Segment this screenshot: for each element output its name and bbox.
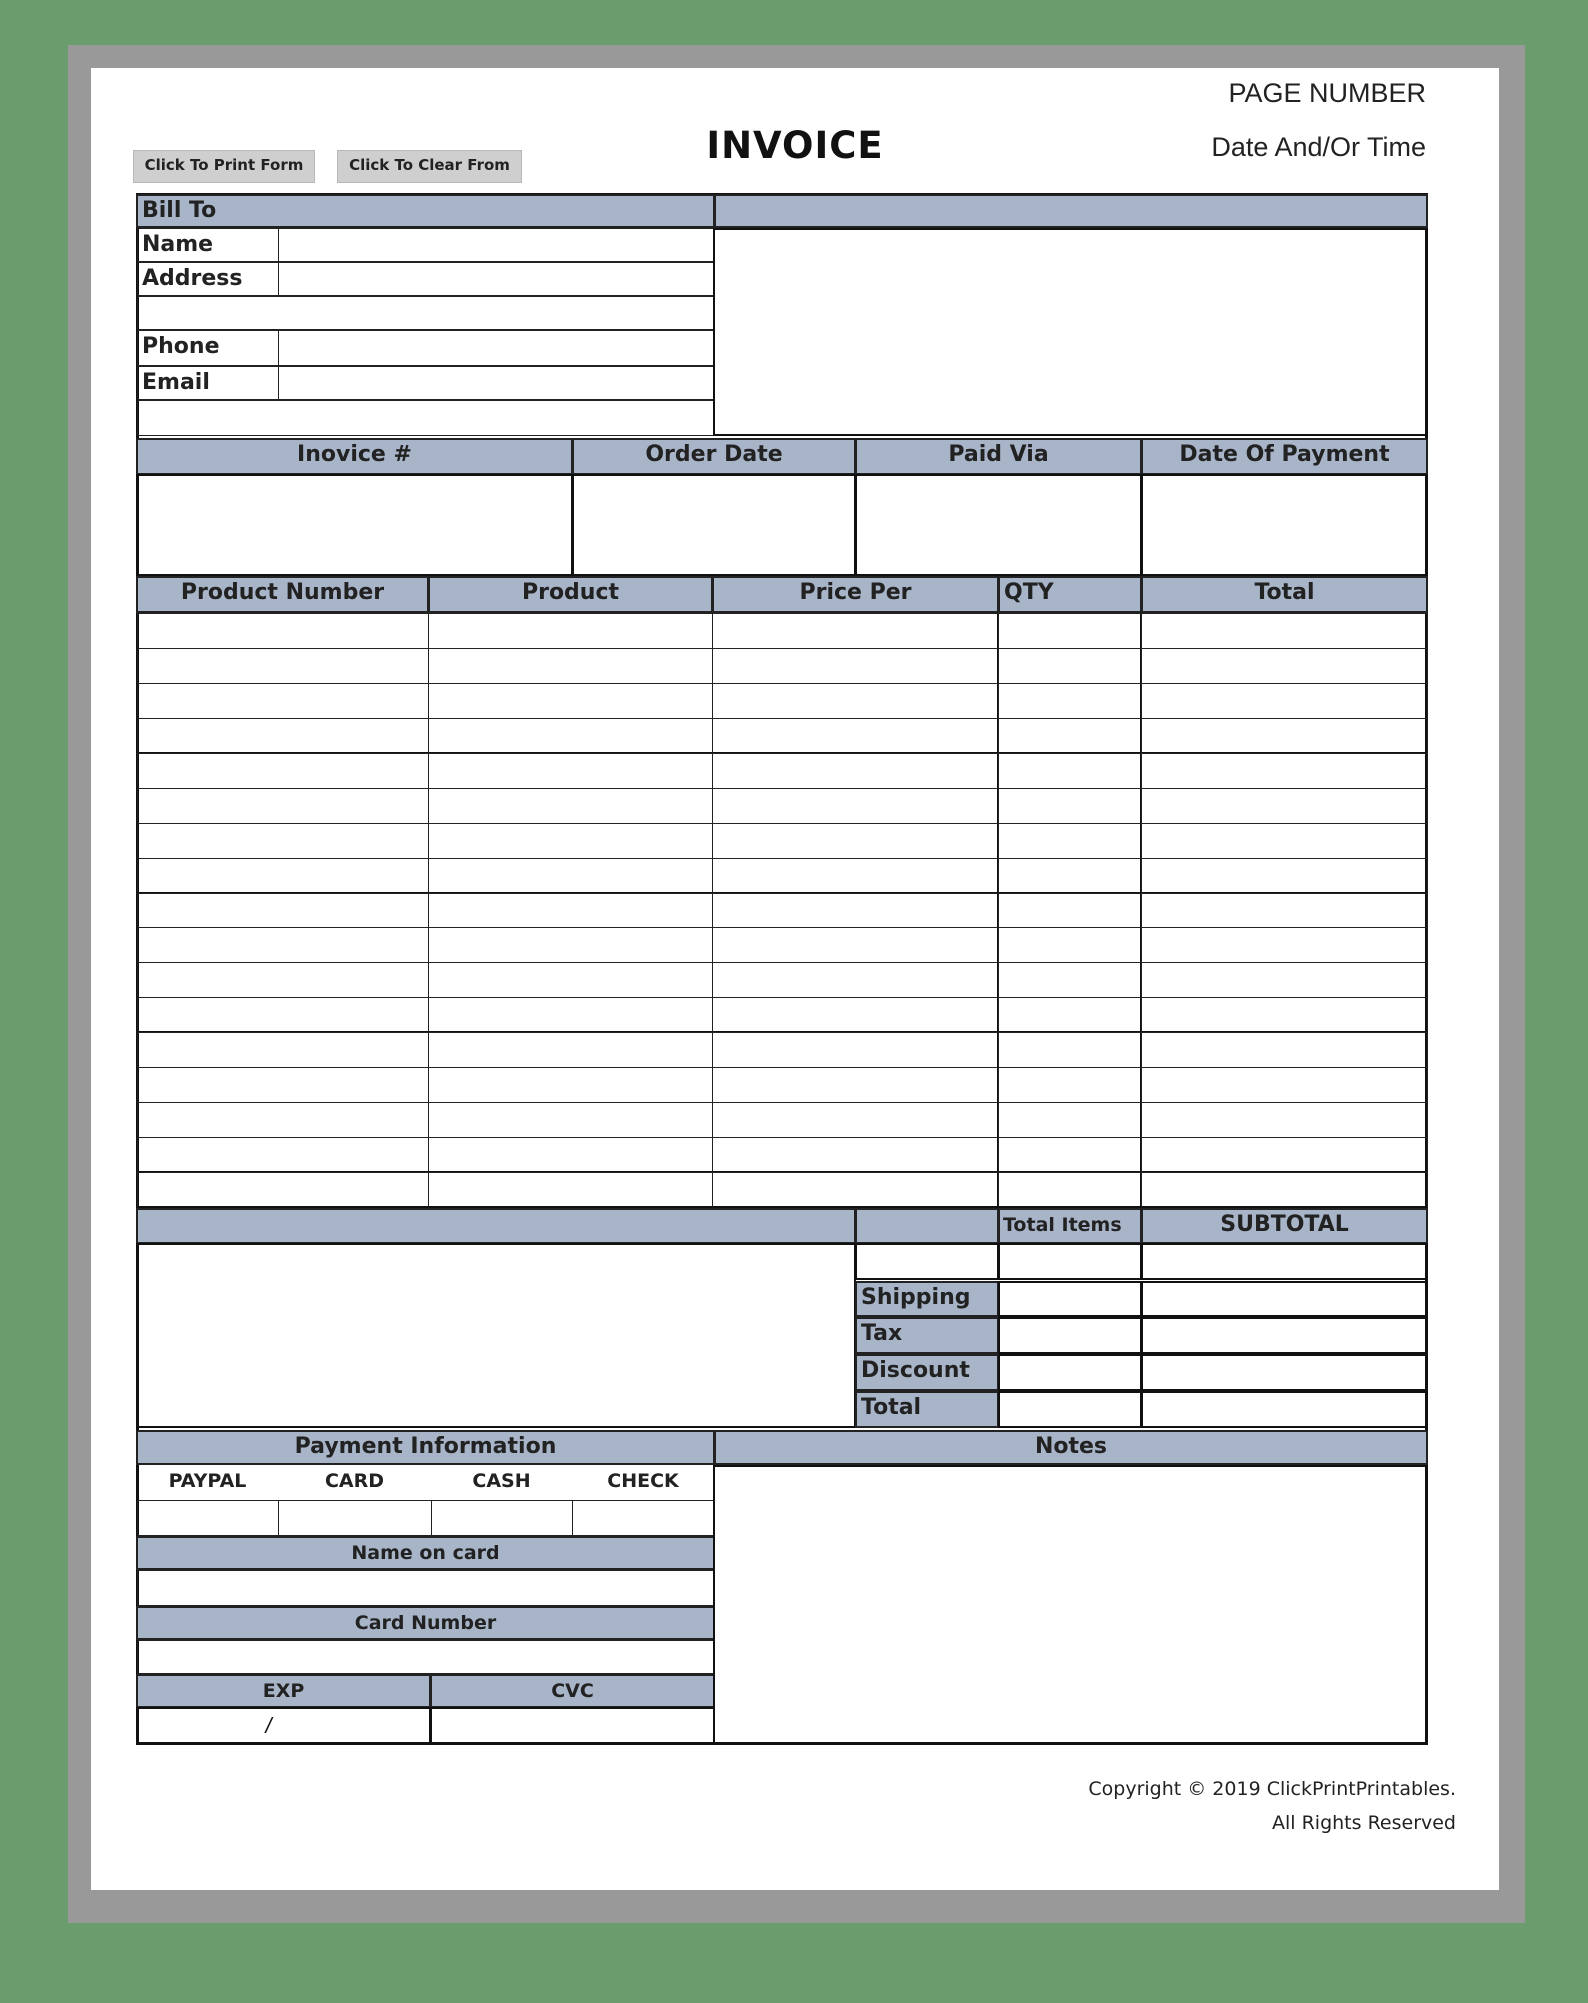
item-cell-total[interactable] [1141, 858, 1428, 894]
item-cell-price-per[interactable] [712, 683, 999, 719]
item-cell-price-per[interactable] [712, 1172, 999, 1208]
item-cell-total[interactable] [1141, 927, 1428, 963]
clear-form-button[interactable]: Click To Clear From [337, 150, 522, 183]
item-cell-product-number[interactable] [137, 753, 429, 789]
item-cell-product[interactable] [428, 1102, 713, 1138]
item-cell-total[interactable] [1141, 788, 1428, 824]
exp-separator: / [265, 1713, 272, 1738]
grand-total-input[interactable] [1141, 1391, 1428, 1428]
item-cell-qty[interactable] [998, 1032, 1142, 1068]
shipping-input[interactable] [998, 1281, 1142, 1317]
exp-input[interactable] [136, 1707, 431, 1745]
item-cell-product[interactable] [428, 613, 713, 649]
cvc-header: CVC [430, 1674, 715, 1708]
discount-total-input[interactable] [1141, 1354, 1428, 1391]
payment-method-check: CHECK [607, 1470, 679, 1492]
shipping-label: Shipping [855, 1281, 999, 1317]
paid-via-header: Paid Via [855, 438, 1142, 475]
item-cell-total[interactable] [1141, 1172, 1428, 1208]
item-cell-qty[interactable] [998, 718, 1142, 754]
item-cell-total[interactable] [1141, 893, 1428, 929]
item-cell-product[interactable] [428, 788, 713, 824]
notes-header: Notes [714, 1430, 1428, 1465]
col-product: Product [428, 576, 713, 613]
name-label: Name [137, 228, 279, 262]
email-input[interactable] [278, 366, 714, 400]
item-cell-price-per[interactable] [712, 613, 999, 649]
item-cell-qty[interactable] [998, 648, 1142, 684]
totals-blank-cell [855, 1243, 999, 1280]
payment-method-cash: CASH [472, 1470, 531, 1492]
item-cell-qty[interactable] [998, 1067, 1142, 1103]
item-cell-price-per[interactable] [712, 997, 999, 1033]
item-cell-product[interactable] [428, 1172, 713, 1208]
payment-info-header: Payment Information [136, 1430, 715, 1465]
date-of-payment-header: Date Of Payment [1141, 438, 1428, 475]
tax-total-input[interactable] [1141, 1317, 1428, 1354]
item-cell-product-number[interactable] [137, 1032, 429, 1068]
invoice-number-header: Inovice # [136, 438, 573, 475]
card-checkbox[interactable] [278, 1500, 432, 1536]
item-cell-total[interactable] [1141, 1102, 1428, 1138]
date-of-payment-input[interactable] [1141, 474, 1428, 576]
item-cell-product[interactable] [428, 648, 713, 684]
item-cell-product-number[interactable] [137, 823, 429, 859]
card-number-input[interactable] [137, 1640, 714, 1674]
item-cell-product[interactable] [428, 858, 713, 894]
card-number-header: Card Number [136, 1606, 715, 1640]
paypal-checkbox[interactable] [137, 1500, 279, 1536]
col-qty: QTY [998, 576, 1142, 613]
item-cell-product[interactable] [428, 753, 713, 789]
tax-label: Tax [855, 1317, 999, 1354]
address-input[interactable] [278, 262, 714, 296]
item-cell-total[interactable] [1141, 1137, 1428, 1173]
discount-input[interactable] [998, 1354, 1142, 1391]
item-cell-qty[interactable] [998, 1172, 1142, 1208]
item-cell-product-number[interactable] [137, 997, 429, 1033]
item-cell-total[interactable] [1141, 683, 1428, 719]
item-cell-total[interactable] [1141, 997, 1428, 1033]
col-total: Total [1141, 576, 1428, 613]
item-cell-qty[interactable] [998, 858, 1142, 894]
invoice-title: INVOICE [706, 124, 884, 167]
item-cell-price-per[interactable] [712, 962, 999, 998]
item-cell-qty[interactable] [998, 823, 1142, 859]
date-time-field[interactable]: Date And/Or Time [1211, 132, 1426, 162]
item-cell-product[interactable] [428, 1137, 713, 1173]
item-cell-qty[interactable] [998, 613, 1142, 649]
exp-header: EXP [136, 1674, 431, 1708]
item-cell-price-per[interactable] [712, 1032, 999, 1068]
item-cell-price-per[interactable] [712, 788, 999, 824]
item-cell-product[interactable] [428, 823, 713, 859]
email-label: Email [137, 366, 279, 400]
subtotal-header: SUBTOTAL [1141, 1208, 1428, 1244]
item-cell-total[interactable] [1141, 1067, 1428, 1103]
company-info-box[interactable] [713, 228, 1428, 436]
item-cell-total[interactable] [1141, 823, 1428, 859]
item-cell-product-number[interactable] [137, 962, 429, 998]
item-cell-price-per[interactable] [712, 893, 999, 929]
comments-box[interactable] [136, 1243, 856, 1428]
phone-input[interactable] [278, 330, 714, 366]
payment-method-card: CARD [324, 1470, 385, 1492]
item-cell-price-per[interactable] [712, 753, 999, 789]
item-cell-product-number[interactable] [137, 1137, 429, 1173]
item-cell-product[interactable] [428, 683, 713, 719]
item-cell-qty[interactable] [998, 962, 1142, 998]
cvc-input[interactable] [430, 1707, 715, 1745]
total-items-header: Total Items [998, 1208, 1142, 1244]
item-cell-total[interactable] [1141, 613, 1428, 649]
item-cell-product-number[interactable] [137, 613, 429, 649]
item-cell-product-number[interactable] [137, 788, 429, 824]
item-cell-total[interactable] [1141, 648, 1428, 684]
item-cell-product[interactable] [428, 718, 713, 754]
item-cell-product-number[interactable] [137, 718, 429, 754]
item-cell-total[interactable] [1141, 962, 1428, 998]
item-cell-total[interactable] [1141, 1032, 1428, 1068]
item-cell-product-number[interactable] [137, 858, 429, 894]
bill-to-extra-input[interactable] [137, 400, 714, 436]
item-cell-product[interactable] [428, 962, 713, 998]
bill-to-header: Bill To [136, 194, 715, 228]
address-label: Address [137, 262, 279, 296]
name-on-card-header: Name on card [136, 1536, 715, 1570]
shipping-total-input[interactable] [1141, 1281, 1428, 1317]
col-product-number: Product Number [136, 576, 429, 613]
totals-blank-header [855, 1208, 999, 1244]
item-cell-qty[interactable] [998, 683, 1142, 719]
discount-label: Discount [855, 1354, 999, 1391]
name-on-card-input[interactable] [137, 1570, 714, 1606]
order-date-header: Order Date [572, 438, 856, 475]
item-cell-product-number[interactable] [137, 1172, 429, 1208]
name-input[interactable] [278, 228, 714, 262]
item-cell-price-per[interactable] [712, 1137, 999, 1173]
page-number-field[interactable]: PAGE NUMBER [1228, 78, 1426, 108]
total-input[interactable] [998, 1391, 1142, 1428]
rights-line: All Rights Reserved [1272, 1812, 1456, 1834]
item-cell-qty[interactable] [998, 927, 1142, 963]
item-cell-price-per[interactable] [712, 858, 999, 894]
item-cell-product[interactable] [428, 893, 713, 929]
print-form-button[interactable]: Click To Print Form [133, 150, 315, 183]
item-cell-product[interactable] [428, 1067, 713, 1103]
item-cell-qty[interactable] [998, 788, 1142, 824]
comments-header [136, 1208, 856, 1244]
item-cell-price-per[interactable] [712, 648, 999, 684]
total-items-input[interactable] [998, 1243, 1142, 1280]
item-cell-qty[interactable] [998, 1137, 1142, 1173]
item-cell-product-number[interactable] [137, 683, 429, 719]
cash-checkbox[interactable] [431, 1500, 573, 1536]
subtotal-input[interactable] [1141, 1243, 1428, 1280]
payment-method-paypal: PAYPAL [168, 1470, 247, 1492]
item-cell-total[interactable] [1141, 718, 1428, 754]
item-cell-total[interactable] [1141, 753, 1428, 789]
item-cell-qty[interactable] [998, 753, 1142, 789]
item-cell-product-number[interactable] [137, 927, 429, 963]
total-label: Total [855, 1391, 999, 1428]
col-price-per: Price Per [712, 576, 999, 613]
item-cell-price-per[interactable] [712, 718, 999, 754]
item-cell-qty[interactable] [998, 997, 1142, 1033]
invoice-number-input[interactable] [136, 474, 573, 576]
check-checkbox[interactable] [572, 1500, 714, 1536]
item-cell-price-per[interactable] [712, 1102, 999, 1138]
tax-input[interactable] [998, 1317, 1142, 1354]
item-cell-product-number[interactable] [137, 1102, 429, 1138]
company-header [714, 194, 1428, 228]
order-date-input[interactable] [572, 474, 856, 576]
paid-via-input[interactable] [855, 474, 1142, 576]
item-cell-qty[interactable] [998, 893, 1142, 929]
item-cell-product-number[interactable] [137, 1067, 429, 1103]
item-cell-product[interactable] [428, 927, 713, 963]
copyright-line: Copyright © 2019 ClickPrintPrintables. [1088, 1778, 1456, 1800]
item-cell-product-number[interactable] [137, 893, 429, 929]
address-line-2-input[interactable] [137, 296, 714, 330]
item-cell-price-per[interactable] [712, 823, 999, 859]
phone-label: Phone [137, 330, 279, 366]
item-cell-product[interactable] [428, 997, 713, 1033]
notes-box[interactable] [713, 1465, 1428, 1745]
item-cell-price-per[interactable] [712, 1067, 999, 1103]
item-cell-product[interactable] [428, 1032, 713, 1068]
item-cell-product-number[interactable] [137, 648, 429, 684]
item-cell-qty[interactable] [998, 1102, 1142, 1138]
item-cell-price-per[interactable] [712, 927, 999, 963]
